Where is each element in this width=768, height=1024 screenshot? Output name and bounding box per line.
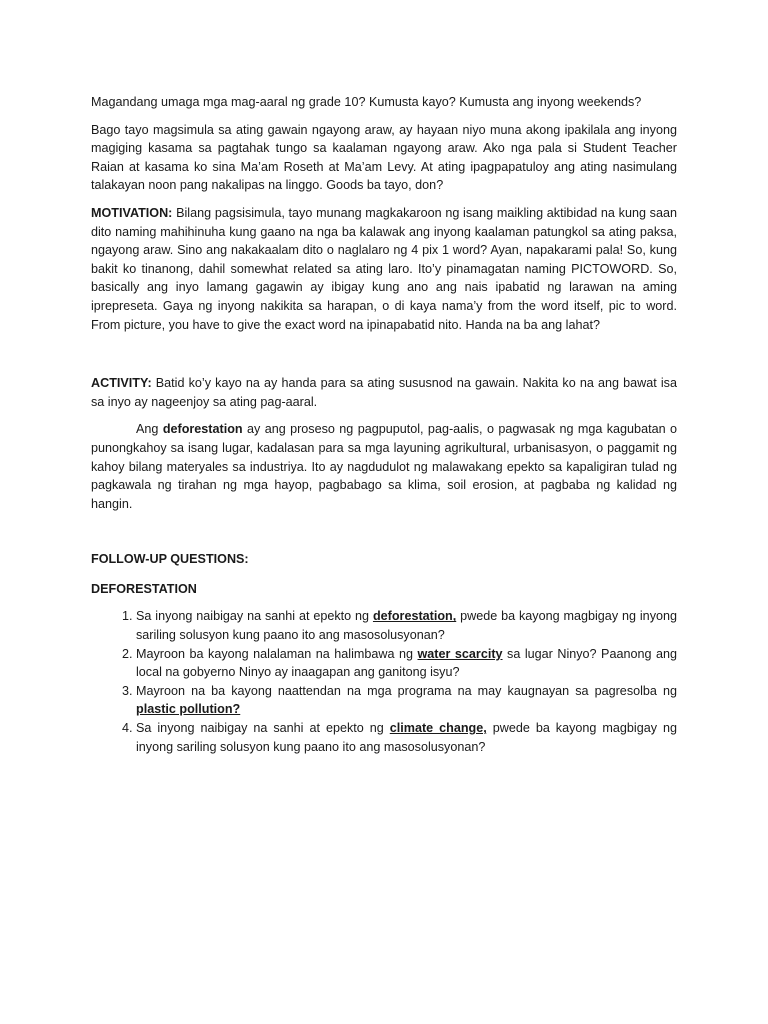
question-text: pwede ba kayong magbigay ng inyong sariling solusyon kung paano ito ang masosolusyonan?	[136, 721, 677, 754]
definition-lead: Ang	[136, 422, 163, 437]
question-keyword: plastic pollution?	[136, 702, 241, 717]
deforestation-definition-paragraph	[91, 420, 677, 513]
definition-text: ay ang proseso ng pagpuputol, pag-aalis, o pagwasak ng mga kagubatan o punongkahoy sa isang lugar, kadalasan para sa mga layuning agrikultural, urbanisasyon, o paggamit ng kahoy bilang materyales sa industriya. Ito ay nagdudulot ng malawakang epekto sa kapaligiran tulad ng pagkawala ng tirahan ng mga hayop, pagbabago sa klima, soil erosion, at pagbaba ng kalidad ng hangin.	[91, 422, 677, 511]
question-keyword: climate change,	[389, 721, 487, 736]
motivation-text: Bilang pagsisimula, tayo munang magkakaroon ng isang maikling aktibidad na kung saan dito naming mahihinuha kung gaano na nga ba kalawak ang inyong kaalaman patungkol sa ating paksa, ngayong araw. Sino ang nakakaalam dito o naglalaro ng 4 pix 1 word? Ayan, napakarami pala! So, kung bakit ko tinanong, dahil somewhat related sa ating laro. Ito’y pinamagatan naming PICTOWORD. So, basically ang inyo lamang gagawin ay ibigay kung ano ang nais ipabatid ng larawan na aming iprepreseta. Gaya ng inyong nakikita sa harapan, o di kaya nama’y from the word itself, pic to word. From picture, you have to give the exact word na ipinapabatid nito. Handa na ba ang lahat?	[91, 205, 677, 332]
question-item	[136, 682, 677, 719]
deforestation-heading: DEFORESTATION	[91, 581, 197, 596]
activity-paragraph	[91, 374, 677, 411]
question-item	[136, 607, 677, 644]
question-text: Mayroon na ba kayong naattendan na mga programa na may kaugnayan sa pagresolba ng	[136, 683, 677, 698]
question-keyword: water scarcity	[417, 646, 503, 661]
question-list	[91, 607, 677, 756]
question-text: Sa inyong naibigay na sanhi at epekto ng	[136, 721, 390, 736]
motivation-paragraph	[91, 204, 677, 334]
question-text: sa lugar Ninyo? Paanong ang local na gobyerno Ninyo ay inaagapan ang ganitong isyu?	[136, 646, 678, 680]
activity-text: Batid ko’y kayo na ay handa para sa ating sususnod na gawain. Nakita ko na ang bawat isa sa inyo ay nageenjoy sa ating pag-aaral.	[91, 376, 677, 409]
question-text: pwede ba kayong magbigay ng inyong sariling solusyon kung paano ito ang masosolusyonan?	[136, 609, 677, 643]
question-item	[136, 645, 677, 682]
intro-paragraph: Bago tayo magsimula sa ating gawain ngayong araw, ay hayaan niyo muna akong ipakilala ang inyong magiging kasama sa pagtahak tungo sa kaalaman ngayong araw. Ako nga pala si Student Teacher Raian at kasama ko sina Ma’am Roseth at Ma’am Levy. At ating ipagpapatuloy ang ating nasimulang talakayan noon pang nakalipas na linggo. Goods ba tayo, don?	[91, 122, 677, 193]
greeting-paragraph: Magandang umaga mga mag-aaral ng grade 10? Kumusta kayo? Kumusta ang inyong weekends?	[91, 95, 642, 109]
definition-term: deforestation	[162, 422, 243, 437]
activity-label: ACTIVITY:	[91, 376, 152, 391]
question-keyword: deforestation,	[372, 609, 457, 624]
question-text: Mayroon ba kayong nalalaman na halimbawa ng	[136, 646, 418, 661]
followup-heading: FOLLOW-UP QUESTIONS:	[91, 552, 249, 567]
motivation-label: MOTIVATION:	[91, 205, 173, 220]
question-item	[136, 719, 677, 756]
question-text: Sa inyong naibigay na sanhi at epekto ng	[136, 609, 373, 624]
